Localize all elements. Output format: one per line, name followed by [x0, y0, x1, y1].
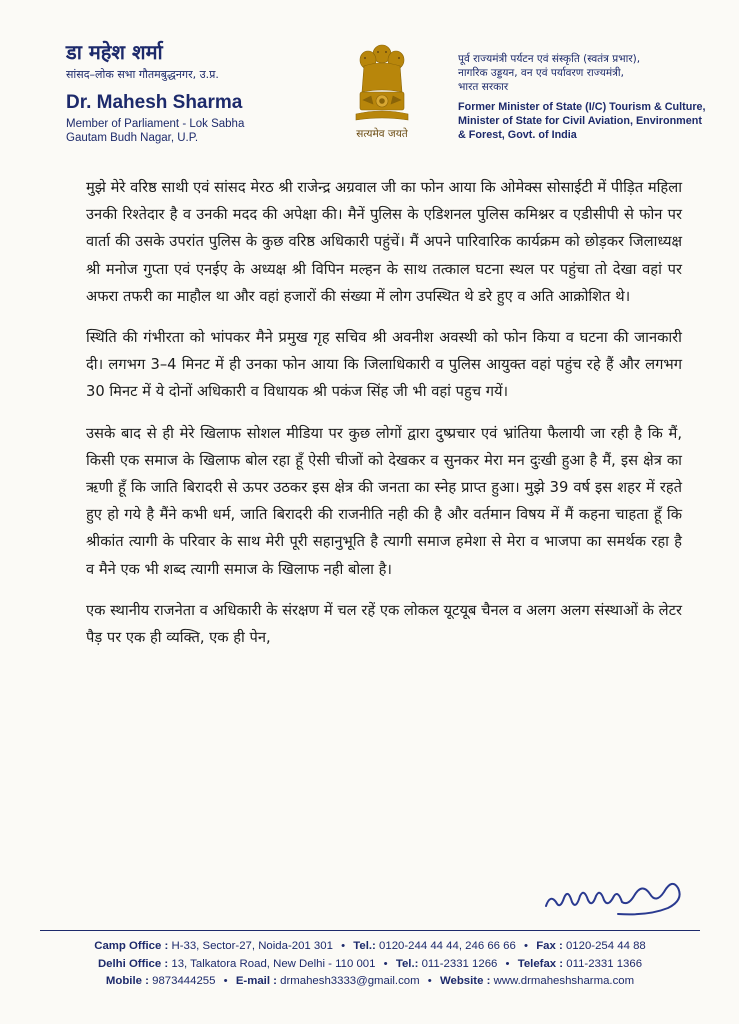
- emblem-motto: सत्यमेव जयते: [356, 128, 408, 140]
- bullet-separator: •: [341, 940, 346, 952]
- mobile-value: 9873444255: [152, 975, 216, 987]
- camp-office-address: H-33, Sector-27, Noida-201 301: [171, 940, 333, 952]
- designation-english-2: Minister of State for Civil Aviation, Environment: [458, 115, 702, 127]
- camp-office-label: Camp Office :: [94, 940, 169, 952]
- paragraph-3: उसके बाद से ही मेरे खिलाफ सोशल मीडिया पर कुछ लोगों द्वारा दुष्प्रचार एवं भ्रांतिया फैलायी जा रही है कि मैं, किसी एक समाज के खिलाफ बोल रहा हूँ ऐसी चीजों को देखकर व सुनकर मेरा मन दुःखी हुआ है मैं, इस क्षेत्र का ऋणी हूँ कि जाति बिरादरी से ऊपर उठकर इस क्षेत्र की जनता का स्नेह प्राप्त हुआ। मुझे 39 वर्ष इस शहर में रहते हुए हो गये है मैंने कभी धर्म, जाति बिरादरी की राजनीति नही की है और वर्तमान विषय में मैं कहना चाहता हूँ कि श्रीकांत त्यागी के परिवार के साथ मेरी पूरी सहानुभूति है त्यागी समाज हमेशा से मेरा व भाजपा का समर्थक रहा है व मैने एक भी शब्द त्यागी समाज के खिलाफ नही बोला है।: [86, 424, 682, 578]
- delhi-telefax-label: Telefax :: [517, 957, 564, 970]
- website-link[interactable]: www.drmaheshsharma.com: [493, 975, 635, 987]
- footer-line-1: [40, 938, 700, 956]
- bullet-separator: •: [505, 957, 510, 970]
- footer-divider: [40, 930, 700, 931]
- subtitle-english-1: Member of Parliament - Lok Sabha: [66, 118, 245, 130]
- subtitle-english-2: Gautam Budh Nagar, U.P.: [66, 132, 199, 144]
- email-link[interactable]: drmahesh3333@gmail.com: [280, 975, 420, 987]
- letterhead-right: [458, 52, 728, 142]
- paragraph-4: एक स्थानीय राजनेता व अधिकारी के संरक्षण में चल रहें एक लोकल यूटयूब चैनल व अलग अलग संस्थाओं के लेटर पैड़ पर एक ही व्यक्ति, एक ही पेन,: [86, 601, 682, 647]
- camp-tel-label: Tel.:: [353, 940, 376, 952]
- letterhead-left: [66, 40, 356, 145]
- designation-hindi-1: पूर्व राज्यमंत्री पर्यटन एवं संस्कृति (स्वतंत्र प्रभार),: [458, 53, 641, 65]
- name-english: Dr. Mahesh Sharma: [66, 92, 243, 113]
- paragraph-1: मुझे मेरे वरिष्ठ साथी एवं सांसद मेरठ श्री राजेन्द्र अग्रवाल जी का फोन आया कि ओमेक्स सोसाईटी में पीड़ित महिला उनकी रिश्तेदार है व उनकी मदद की अपेक्षा की। मैनें पुलिस के एडिशनल पुलिस कमिश्नर व एडीसीपी से फोन पर वार्ता की उसके उपरांत पुलिस के कुछ वरिष्ठ अधिकारी पहुंचें। मैं अपने पारिवारिक कार्यक्रम को छोड़कर जिलाध्यक्ष श्री मनोज गुप्ता एवं एनईए के अध्यक्ष श्री विपिन मल्हन के साथ तत्काल घटना स्थल पर पहुंचा तो देखा वहां पर अफरा तफरी का माहौल था और वहां हजारों की संख्या में लोग उपस्थित थे डरे हुए व अति आक्रोशित थे।: [86, 179, 682, 305]
- signature-icon: [538, 866, 688, 926]
- letterhead-footer: [40, 938, 700, 991]
- bullet-separator: •: [427, 975, 432, 987]
- designation-english-3: & Forest, Govt. of India: [458, 129, 577, 141]
- delhi-tel-value: 011-2331 1266: [421, 957, 498, 970]
- name-hindi: डा महेश शर्मा: [66, 40, 163, 64]
- designation-hindi-3: भारत सरकार: [458, 81, 509, 93]
- camp-tel-value: 0120-244 44 44, 246 66 66: [379, 940, 516, 952]
- subtitle-hindi: सांसद–लोक सभा गौतमबुद्धनगर, उ.प्र.: [66, 68, 219, 81]
- delhi-office-address: 13, Talkatora Road, New Delhi - 110 001: [171, 957, 376, 970]
- email-label: E-mail :: [235, 975, 277, 987]
- designation-hindi-2: नागरिक उड्डयन, वन एवं पर्यावरण राज्यमंत्री,: [458, 67, 624, 79]
- bullet-separator: •: [223, 975, 228, 987]
- camp-fax-label: Fax :: [536, 940, 563, 952]
- paragraph-2: स्थिति की गंभीरता को भांपकर मैने प्रमुख गृह सचिव श्री अवनीश अवस्थी को फोन किया व घटना की जानकारी दी। लगभग 3–4 मिनट में ही उनका फोन आया कि जिलाधिकारी व पुलिस आयुक्त वहां पहुंच रहे हैं और लगभग 30 मिनट में ये दोनों अधिकारी व विधायक श्री पकंज सिंह जी भी वहां पहुच गयें।: [86, 329, 682, 401]
- website-label: Website :: [439, 975, 491, 987]
- delhi-telefax-value: 011-2331 1366: [566, 957, 643, 970]
- delhi-tel-label: Tel.:: [395, 957, 419, 970]
- delhi-office-label: Delhi Office :: [97, 957, 169, 970]
- bullet-separator: •: [383, 957, 388, 970]
- footer-line-3: [40, 973, 700, 991]
- letter-body: [86, 174, 682, 665]
- designation-english-1: Former Minister of State (I/C) Tourism & Culture,: [458, 101, 706, 113]
- bullet-separator: •: [524, 940, 529, 952]
- mobile-label: Mobile :: [105, 975, 149, 987]
- camp-fax-value: 0120-254 44 88: [565, 940, 646, 952]
- footer-line-2: [40, 956, 700, 974]
